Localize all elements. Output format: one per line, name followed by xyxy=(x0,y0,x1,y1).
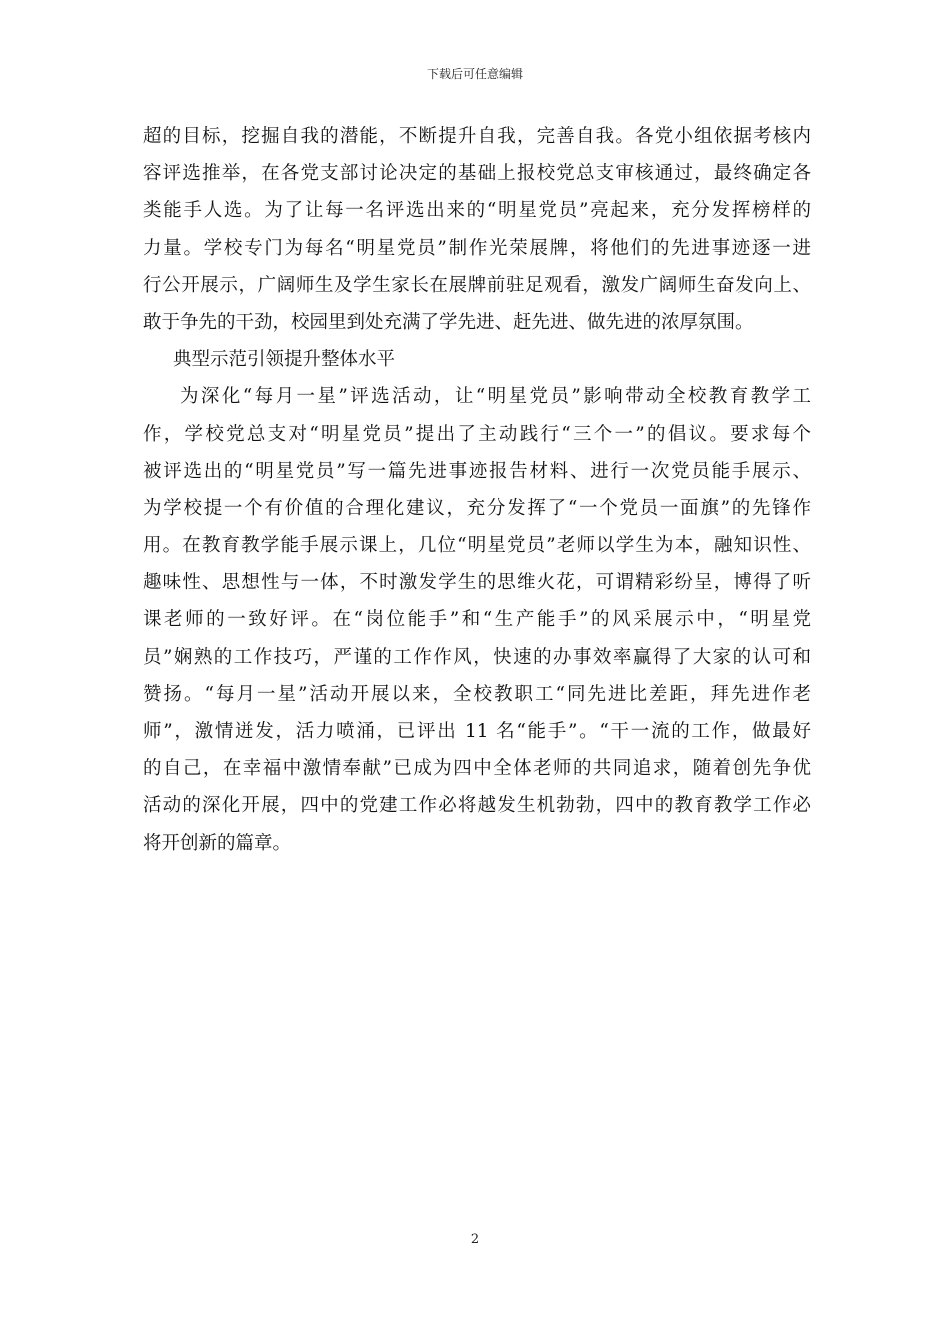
text-line: 员”娴熟的工作技巧，严谨的工作作风，快速的办事效率赢得了大家的认可和 xyxy=(143,646,811,668)
paragraph xyxy=(143,378,811,861)
text-line: 课老师的一致好评。在“岗位能手”和“生产能手”的风采展示中，“明星党 xyxy=(143,609,811,631)
text-line: 用。在教育教学能手展示课上，几位“明星党员”老师以学生为本，融知识性、 xyxy=(143,535,811,557)
text-line: 类能手人选。为了让每一名评选出来的“明星党员”亮起来，充分发挥榜样的 xyxy=(143,200,811,222)
text-line: 赞扬。“每月一星”活动开展以来，全校教职工“同先进比差距，拜先进作老 xyxy=(143,683,811,705)
page-header: 下载后可任意编辑 xyxy=(426,67,523,81)
text-line: 作，学校党总支对“明星党员”提出了主动践行“三个一”的倡议。要求每个 xyxy=(143,423,811,445)
document-body xyxy=(143,118,811,862)
text-line: 敢于争先的干劲，校园里到处充满了学先进、赶先进、做先进的浓厚氛围。 xyxy=(143,311,754,333)
text-line: 被评选出的“明星党员”写一篇先进事迹报告材料、进行一次党员能手展示、 xyxy=(143,460,811,482)
text-line: 趣味性、思想性与一体，不时激发学生的思维火花，可谓精彩纷呈，博得了听 xyxy=(143,572,811,594)
paragraph xyxy=(143,118,811,341)
text-line: 为学校提一个有价值的合理化建议，充分发挥了“一个党员一面旗”的先锋作 xyxy=(143,497,811,519)
text-line: 力量。学校专门为每名“明星党员”制作光荣展牌，将他们的先进事迹逐一进 xyxy=(143,237,811,259)
text-line: 容评选推举，在各党支部讨论决定的基础上报校党总支审核通过，最终确定各 xyxy=(143,163,811,185)
text-line: 师”，激情迸发，活力喷涌，已评出 11 名“能手”。“干一流的工作，做最好 xyxy=(143,721,811,742)
text-line: 典型示范引领提升整体水平 xyxy=(173,349,396,371)
text-line: 行公开展示，广阔师生及学生家长在展牌前驻足观看，激发广阔师生奋发向上、 xyxy=(143,274,811,296)
section-heading xyxy=(143,341,811,378)
text-line: 为深化“每月一星”评选活动，让“明星党员”影响带动全校教育教学工 xyxy=(180,386,811,408)
text-line: 超的目标，挖掘自我的潜能，不断提升自我，完善自我。各党小组依据考核内 xyxy=(143,126,811,147)
text-line: 将开创新的篇章。 xyxy=(143,832,292,854)
page-number: 2 xyxy=(470,1232,480,1247)
text-line: 活动的深化开展，四中的党建工作必将越发生机勃勃，四中的教育教学工作必 xyxy=(143,795,811,817)
text-line: 的自己，在幸福中激情奉献”已成为四中全体老师的共同追求，随着创先争优 xyxy=(143,758,811,780)
